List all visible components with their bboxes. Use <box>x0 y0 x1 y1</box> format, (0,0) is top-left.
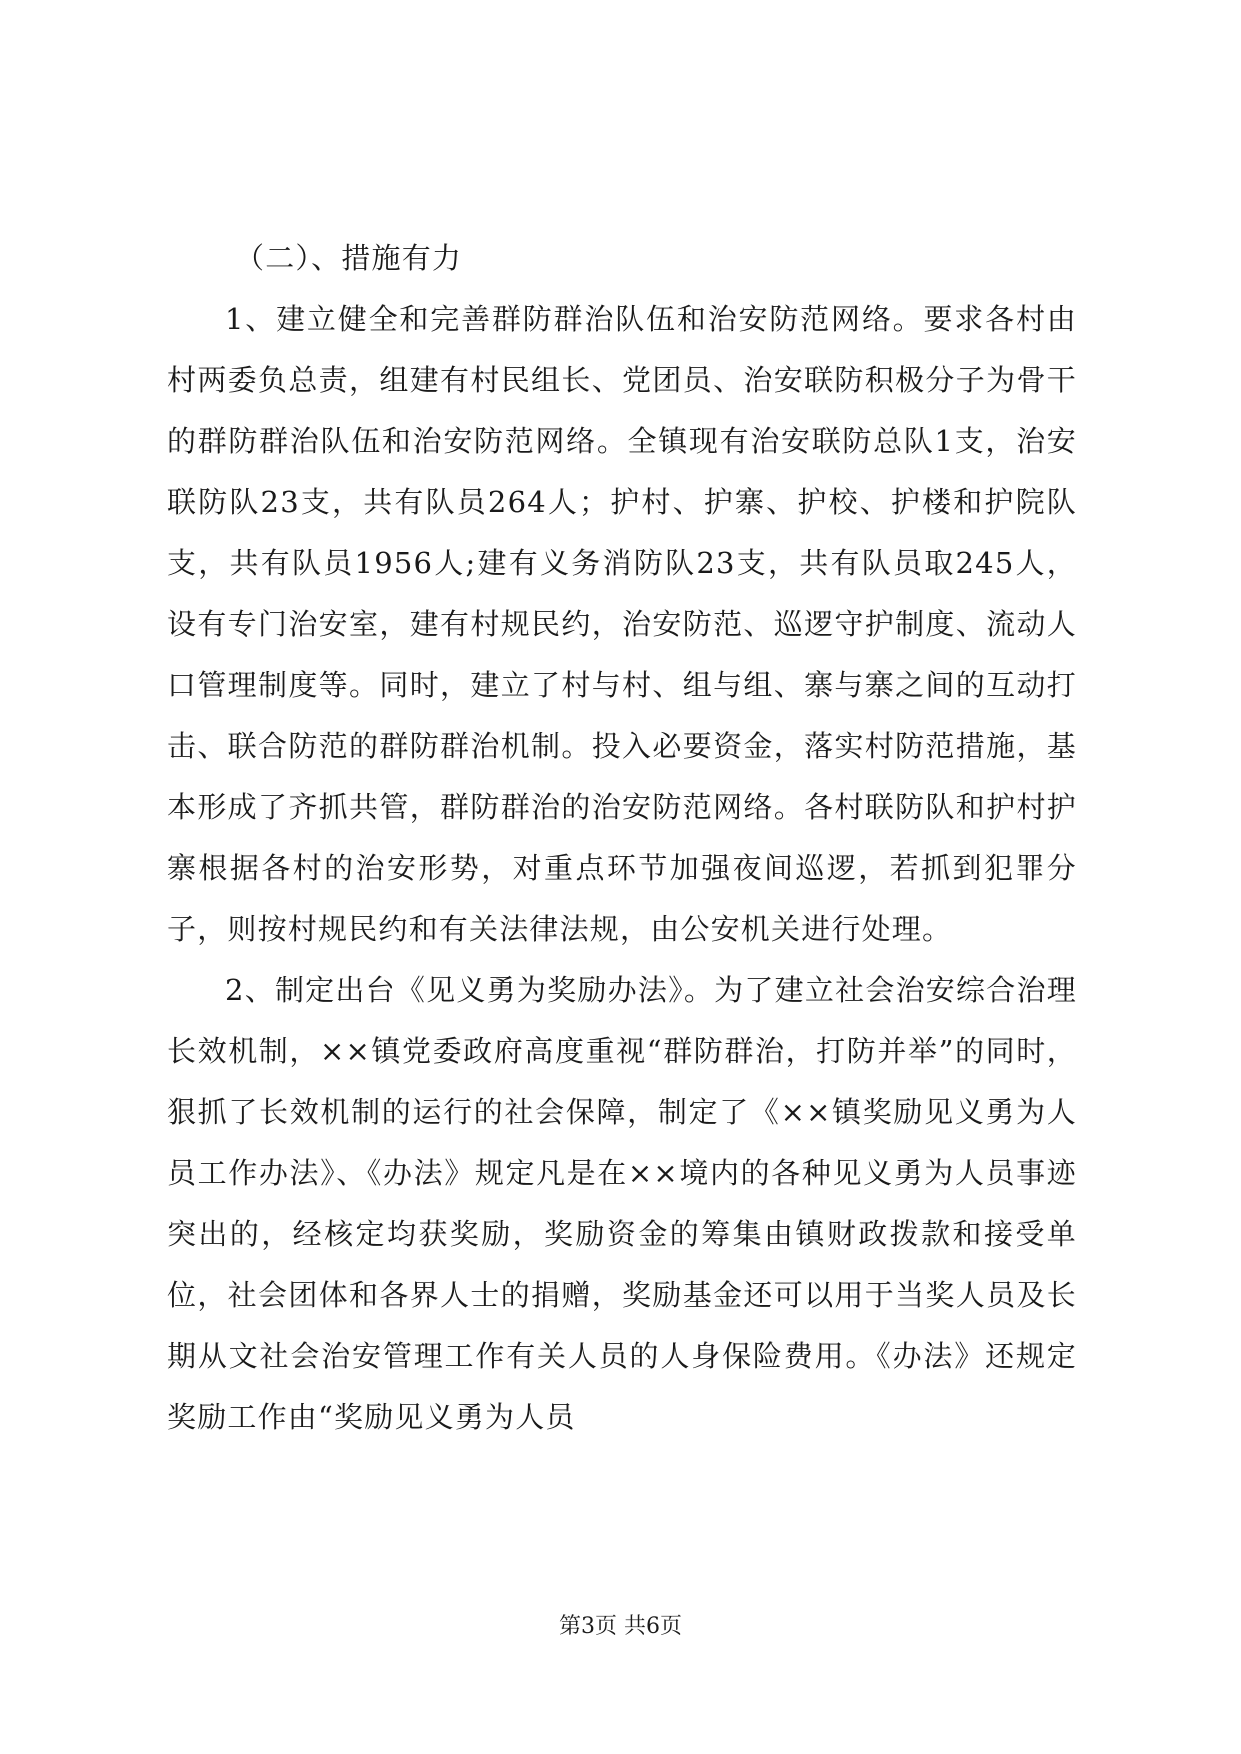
document-body <box>167 228 1077 1448</box>
page-number-label: 第3页 共6页 <box>559 1614 682 1639</box>
section-heading: （二）、措施有力 <box>235 241 463 275</box>
paragraph-1: 1、建立健全和完善群防群治队伍和治安防范网络。要求各村由村两委负总责，组建有村民组长、党团员、治安联防积极分子为骨干的群防群治队伍和治安防范网络。全镇现有治安联防总队1支，治安联防队23支，共有队员264人；护村、护寨、护校、护楼和护院队支，共有队员1956人;建有义务消防队23支，共有队员取245人，设有专门治安室，建有村规民约，治安防范、巡逻守护制度、流动人口管理制度等。同时，建立了村与村、组与组、寨与寨之间的互动打击、联合防范的群防群治机制。投入必要资金，落实村防范措施，基本形成了齐抓共管，群防群治的治安防范网络。各村联防队和护村护寨根据各村的治安形势，对重点环节加强夜间巡逻，若抓到犯罪分子，则按村规民约和有关法律法规，由公安机关进行处理。 <box>167 302 1077 946</box>
paragraph-2: 2、制定出台《见义勇为奖励办法》。为了建立社会治安综合治理长效机制，××镇党委政府高度重视“群防群治，打防并举”的同时，狠抓了长效机制的运行的社会保障，制定了《××镇奖励见义勇为人员工作办法》、《办法》规定凡是在××境内的各种见义勇为人员事迹突出的，经核定均获奖励，奖励资金的筹集由镇财政拨款和接受单位，社会团体和各界人士的捐赠，奖励基金还可以用于当奖人员及长期从文社会治安管理工作有关人员的人身保险费用。《办法》还规定奖励工作由“奖励见义勇为人员 <box>167 973 1077 1434</box>
page-footer <box>0 1612 1241 1642</box>
